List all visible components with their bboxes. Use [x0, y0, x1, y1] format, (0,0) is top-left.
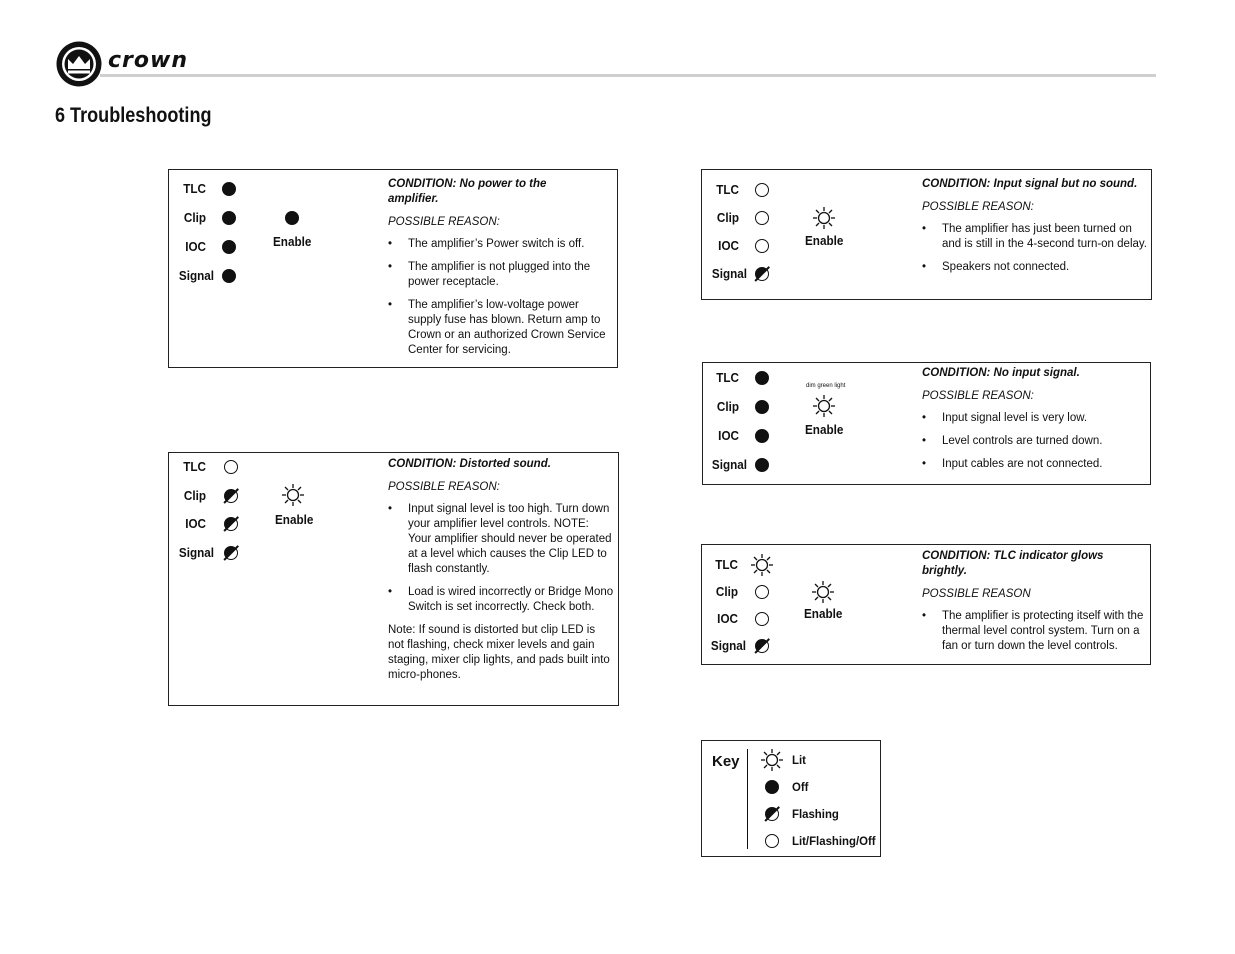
- ioc-label: IOC: [718, 428, 739, 443]
- enable-led-lit-icon: [812, 206, 836, 230]
- tlc-label: TLC: [716, 182, 739, 197]
- list-item: • Input signal level is very low.: [922, 411, 1148, 426]
- list-item: • The amplifier’s low-voltage power supply fuse has blown. Return amp to Crown or an authorized Crown Service Center for servicing.: [388, 298, 614, 358]
- indicator-key-box: [701, 740, 881, 857]
- clip-label: Clip: [183, 488, 206, 503]
- condition-title: CONDITION: Distorted sound.: [388, 458, 551, 470]
- key-divider: [747, 749, 748, 849]
- enable-led-off-icon: [285, 211, 299, 225]
- troubleshoot-panel-no-input: [702, 362, 1151, 485]
- list-item: • The amplifier is not plugged into the power receptacle.: [388, 260, 614, 290]
- condition-title: CONDITION: Input signal but no sound.: [922, 178, 1138, 190]
- list-item: • Level controls are turned down.: [922, 434, 1148, 449]
- clip-led-off-icon: [755, 400, 769, 414]
- ioc-led-any-icon: [755, 612, 769, 626]
- list-item: • Speakers not connected.: [922, 260, 1148, 275]
- reason-label: POSSIBLE REASON:: [922, 201, 1034, 213]
- signal-label: Signal: [711, 266, 747, 281]
- enable-led-lit-icon: [812, 394, 836, 418]
- lit-legend-icon: [760, 748, 784, 772]
- condition-text-block: [922, 549, 1148, 662]
- reason-list: [388, 237, 614, 358]
- key-label-lit: Lit: [792, 753, 806, 767]
- ioc-led-any-icon: [755, 239, 769, 253]
- tlc-label: TLC: [183, 459, 206, 474]
- signal-led-flashing-icon: [755, 267, 769, 281]
- reason-list: [388, 502, 614, 615]
- list-item: • Input cables are not connected.: [922, 457, 1148, 472]
- signal-label: Signal: [178, 545, 214, 560]
- clip-label: Clip: [715, 584, 738, 599]
- ioc-label: IOC: [717, 611, 738, 626]
- enable-led-lit-icon: [281, 483, 305, 507]
- reason-label: POSSIBLE REASON:: [388, 216, 500, 228]
- troubleshoot-panel-tlc-bright: [701, 544, 1151, 665]
- list-item: • The amplifier has just been turned on and is still in the 4-second turn-on delay.: [922, 222, 1148, 252]
- clip-label: Clip: [183, 210, 206, 225]
- reason-label: POSSIBLE REASON:: [388, 481, 500, 493]
- enable-label: Enable: [804, 606, 843, 621]
- reason-label: POSSIBLE REASON:: [922, 390, 1034, 402]
- flashing-legend-icon: [765, 807, 779, 821]
- note-text: Note: If sound is distorted but clip LED is not flashing, check mixer levels and gain staging, mixer clip lights, and pads built into micro-phones.: [388, 624, 610, 681]
- tlc-label: TLC: [183, 181, 206, 196]
- tlc-led-any-icon: [755, 183, 769, 197]
- clip-led-off-icon: [222, 211, 236, 225]
- enable-label: Enable: [805, 233, 844, 248]
- page-title: 6 Troubleshooting: [55, 104, 212, 127]
- enable-label: Enable: [805, 422, 844, 437]
- tlc-led-any-icon: [224, 460, 238, 474]
- list-item: • The amplifier is protecting itself with the thermal level control system. Turn on a fan or turn down the level controls.: [922, 609, 1148, 654]
- key-label-lit-flashing-off: Lit/Flashing/Off: [792, 834, 876, 848]
- condition-title: CONDITION: No input signal.: [922, 367, 1080, 379]
- key-title: Key: [712, 753, 740, 770]
- enable-label: Enable: [275, 512, 314, 527]
- clip-led-any-icon: [755, 585, 769, 599]
- ioc-led-off-icon: [222, 240, 236, 254]
- condition-text-block: [388, 457, 614, 683]
- signal-label: Signal: [711, 457, 747, 472]
- list-item: • Load is wired incorrectly or Bridge Mono Switch is set incorrectly. Check both.: [388, 585, 614, 615]
- tlc-label: TLC: [716, 370, 739, 385]
- condition-text-block: [388, 177, 614, 366]
- tlc-led-lit-icon: [750, 553, 774, 577]
- ioc-label: IOC: [718, 238, 739, 253]
- open-circle-legend-icon: [765, 834, 779, 848]
- tlc-led-off-icon: [222, 182, 236, 196]
- clip-led-any-icon: [755, 211, 769, 225]
- clip-label: Clip: [716, 210, 739, 225]
- ioc-label: IOC: [185, 516, 206, 531]
- tlc-label: TLC: [715, 557, 738, 572]
- key-label-off: Off: [792, 780, 809, 794]
- reason-label: POSSIBLE REASON: [922, 588, 1031, 600]
- header-rule: [100, 74, 1156, 77]
- crown-logo-icon: [55, 40, 103, 88]
- list-item: • Input signal level is too high. Turn down your amplifier level controls. NOTE: Your amplifier should never be operated at a level which causes the Clip LED to flash constantly.: [388, 502, 614, 577]
- ioc-led-off-icon: [755, 429, 769, 443]
- troubleshoot-panel-distorted: [168, 452, 619, 706]
- reason-list: [922, 609, 1148, 654]
- dim-green-light-label: dim green light: [806, 383, 846, 389]
- list-item: • The amplifier’s Power switch is off.: [388, 237, 614, 252]
- troubleshoot-panel-no-power: [168, 169, 618, 368]
- signal-label: Signal: [710, 638, 746, 653]
- tlc-led-off-icon: [755, 371, 769, 385]
- enable-led-lit-icon: [811, 580, 835, 604]
- signal-led-flashing-icon: [755, 639, 769, 653]
- condition-text-block: [922, 366, 1148, 480]
- clip-led-flashing-icon: [224, 489, 238, 503]
- reason-list: [922, 222, 1148, 275]
- ioc-led-flashing-icon: [224, 517, 238, 531]
- brand-wordmark: crown: [108, 48, 188, 73]
- troubleshoot-panel-no-sound: [701, 169, 1152, 300]
- signal-led-flashing-icon: [224, 546, 238, 560]
- enable-label: Enable: [273, 234, 312, 249]
- signal-label: Signal: [178, 268, 214, 283]
- signal-led-off-icon: [222, 269, 236, 283]
- reason-list: [922, 411, 1148, 472]
- clip-label: Clip: [716, 399, 739, 414]
- key-label-flashing: Flashing: [792, 807, 839, 821]
- condition-title: CONDITION: TLC indicator glows brightly.: [922, 550, 1104, 577]
- signal-led-off-icon: [755, 458, 769, 472]
- condition-text-block: [922, 177, 1148, 283]
- ioc-label: IOC: [185, 239, 206, 254]
- condition-title: CONDITION: No power to the amplifier.: [388, 178, 547, 205]
- off-legend-icon: [765, 780, 779, 794]
